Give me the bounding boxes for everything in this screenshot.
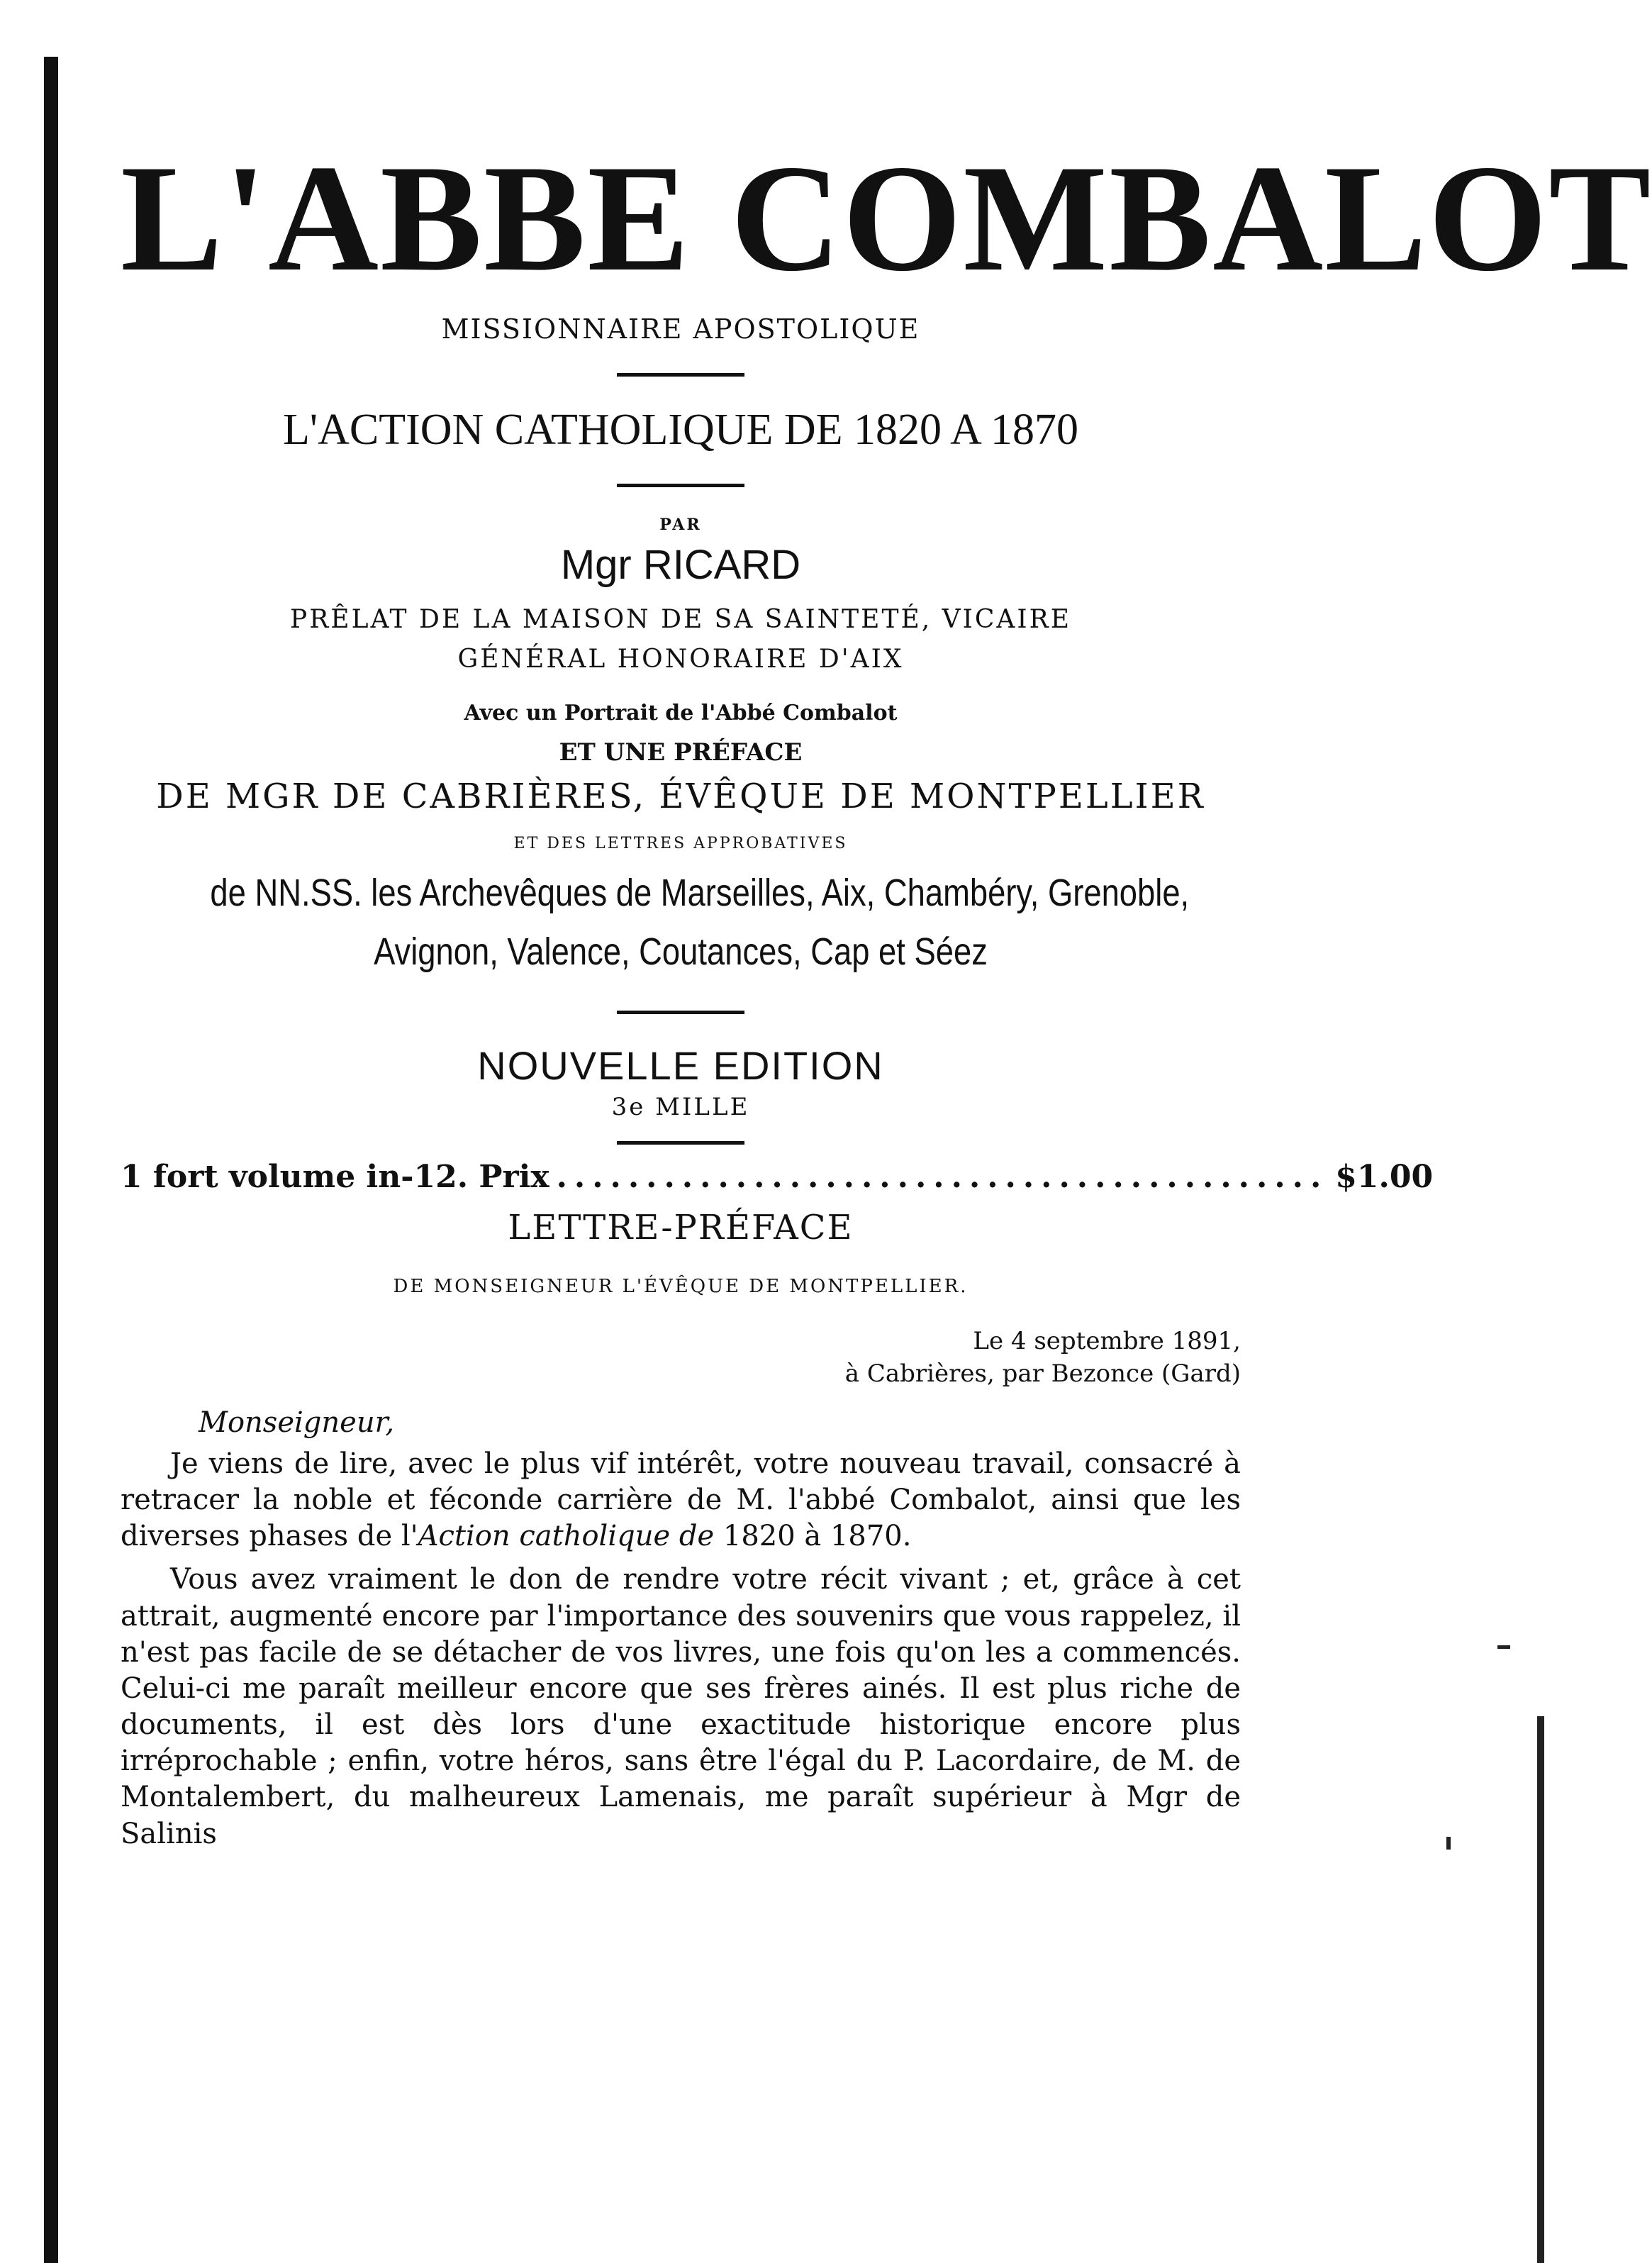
scan-speck (1497, 1645, 1510, 1649)
archbishops-list (210, 864, 1190, 982)
divider (617, 373, 744, 377)
preface-note: ET UNE PRÉFACE (559, 738, 803, 767)
edition-label: NOUVELLE EDITION (477, 1042, 884, 1088)
italic-title: Action catholique de (418, 1520, 715, 1553)
divider (617, 1141, 744, 1145)
body-paragraph (121, 1446, 1241, 1555)
portrait-note: Avec un Portrait de l'Abbé Combalot (464, 700, 898, 725)
preface-author: DE MGR DE CABRIÈRES, ÉVÊQUE DE MONTPELLIER (156, 776, 1205, 816)
author-title-line: PRÊLAT DE LA MAISON DE SA SAINTETÉ, VICAIRE (289, 605, 1072, 634)
letters-note: ET DES LETTRES APPROBATIVES (513, 834, 848, 852)
author-title-line: GÉNÉRAL HONORAIRE D'AIX (457, 644, 904, 674)
book-title: L'ABBE COMBALOT (121, 133, 1652, 303)
scan-edge-bar (44, 57, 58, 2263)
letter-title: LETTRE-PRÉFACE (508, 1207, 854, 1247)
title-page (121, 133, 1652, 1852)
leader-dots: ........................................... (556, 1158, 1329, 1195)
salutation: Monseigneur, (199, 1406, 395, 1439)
by-label: PAR (659, 516, 702, 534)
author-title (121, 600, 1241, 679)
volume-price-line (121, 1158, 1434, 1195)
letter-from: DE MONSEIGNEUR L'ÉVÊQUE DE MONTPELLIER. (393, 1275, 969, 1297)
author-name: Mgr RICARD (560, 542, 801, 588)
scan-speck (1446, 1837, 1451, 1850)
author-role: MISSIONNAIRE APOSTOLIQUE (441, 313, 920, 345)
divider (617, 484, 744, 487)
dateline (121, 1325, 1241, 1391)
date-line: Le 4 septembre 1891, (973, 1326, 1241, 1355)
volume-label: 1 fort volume in-12. Prix (121, 1158, 549, 1195)
price: $1.00 (1335, 1158, 1434, 1195)
place-line: à Cabrières, par Bezonce (Gard) (844, 1359, 1241, 1388)
book-subtitle: L'ACTION CATHOLIQUE DE 1820 A 1870 (283, 406, 1078, 454)
thousand-label: 3e MILLE (611, 1092, 750, 1121)
paragraph-text: Je viens de lire, avec le plus vif intérêt, votre nouveau travail, consacré à retracer la noble et féconde carrière de M. l'abbé Combalot, ainsi que les diverses phases de l' (121, 1447, 1241, 1553)
divider (617, 1011, 744, 1014)
body-paragraph: Vous avez vraiment le don de rendre votre récit vivant ; et, grâce à cet attrait, augmenté encore par l'importance des souvenirs que vous rappelez, il n'est pas facile de se détacher de vos livres, une fois qu'on les a commencés. Celui-ci me paraît meilleur encore que ses frères ainés. Il est plus riche de documents, il est dès lors d'une exactitude historique encore plus irréprochable ; enfin, votre héros, sans être l'égal du P. Lacordaire, de M. de Montalembert, du malheureux Lamenais, me paraît supérieur à Mgr de Salinis (121, 1563, 1241, 1850)
scan-edge-mark (1537, 1716, 1544, 2263)
archbishops-line: de NN.SS. les Archevêques de Marseilles, Aix, Chambéry, Grenoble, (210, 871, 1190, 914)
archbishops-line: Avignon, Valence, Coutances, Cap et Séez (374, 930, 988, 974)
paragraph-text: 1820 à 1870. (714, 1520, 912, 1553)
